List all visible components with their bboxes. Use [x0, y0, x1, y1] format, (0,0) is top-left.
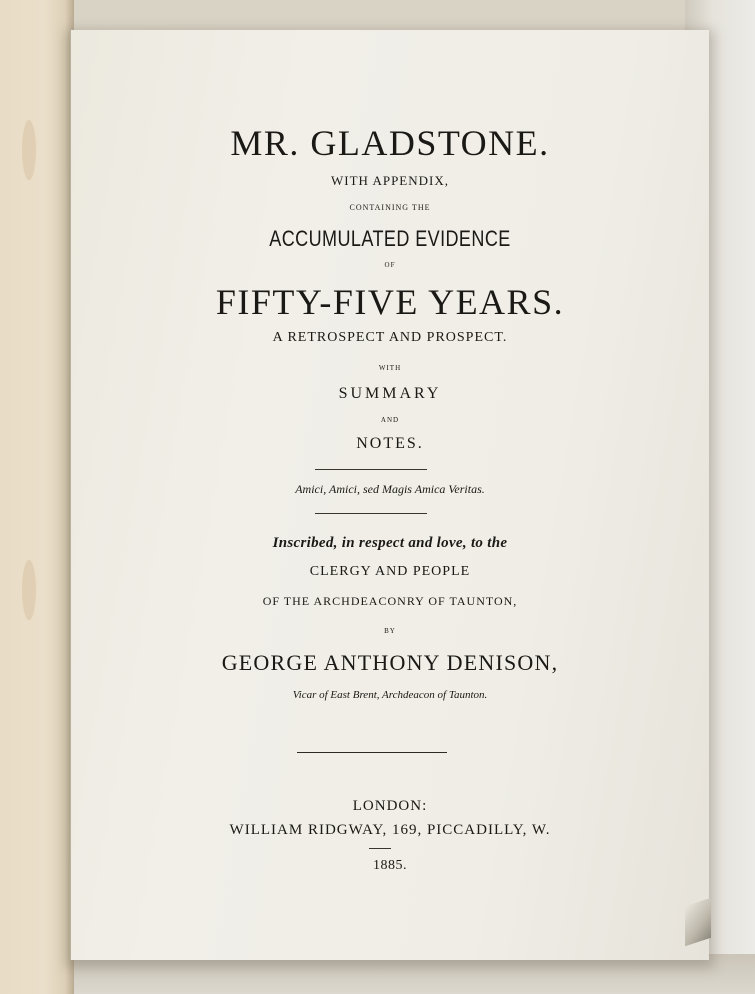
author-title: Vicar of East Brent, Archdeacon of Taunton.: [292, 689, 488, 701]
left-facing-leaf: [0, 0, 74, 994]
divider-rule: [315, 513, 427, 514]
accumulated-evidence-line: ACCUMULATED EVIDENCE: [269, 226, 511, 251]
notes-line: NOTES.: [356, 435, 424, 452]
publisher-line: WILLIAM RIDGWAY, 169, PICCADILLY, W.: [229, 822, 551, 838]
divider-rule: [369, 848, 391, 849]
with-line: WITH: [378, 364, 402, 372]
divider-rule: [297, 752, 447, 753]
divider-rule: [315, 469, 427, 470]
with-appendix-line: WITH APPENDIX,: [331, 173, 449, 188]
paper-stain: [22, 560, 36, 620]
containing-line: CONTAINING THE: [349, 203, 431, 212]
paper-stain: [22, 120, 36, 180]
page-corner-fold: [685, 898, 711, 946]
publication-city: LONDON:: [352, 798, 428, 814]
summary-line: SUMMARY: [338, 385, 442, 402]
clergy-line: CLERGY AND PEOPLE: [309, 564, 471, 579]
motto: Amici, Amici, sed Magis Amica Veritas.: [295, 482, 485, 496]
title-page: [70, 30, 709, 960]
book-title: MR. GLADSTONE.: [230, 123, 550, 163]
and-line: AND: [380, 416, 400, 424]
archdeaconry-line: OF THE ARCHDEACONRY OF TAUNTON,: [262, 594, 518, 608]
publication-year: 1885.: [373, 858, 407, 873]
author-name: GEORGE ANTHONY DENISON,: [221, 650, 559, 675]
retrospect-line: A RETROSPECT AND PROSPECT.: [272, 330, 508, 345]
dedication-line: Inscribed, in respect and love, to the: [272, 535, 508, 551]
of-line: OF: [384, 261, 396, 269]
by-line: BY: [384, 627, 396, 635]
fifty-five-years-line: FIFTY-FIVE YEARS.: [215, 282, 565, 322]
